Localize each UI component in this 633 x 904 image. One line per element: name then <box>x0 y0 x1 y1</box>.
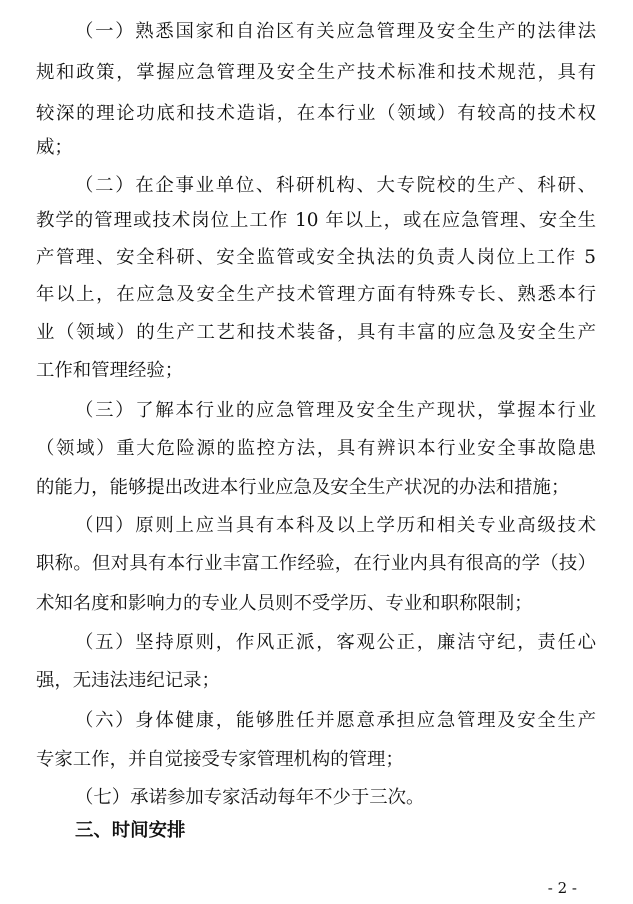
paragraph-3-line-1: （三）了解本行业的应急管理及安全生产现状，掌握本行业 <box>75 400 596 421</box>
paragraph-5-line-2: 强，无违法违纪记录； <box>36 670 220 691</box>
section-heading: 三、时间安排 <box>75 820 186 841</box>
paragraph-3-line-3: 的能力，能够提出改进本行业应急及安全生产状况的办法和措施； <box>36 477 570 498</box>
paragraph-1-line-2: 规和政策，掌握应急管理及安全生产技术标准和技术规范，具有 <box>36 62 596 83</box>
paragraph-1-line-4: 威； <box>36 137 73 158</box>
paragraph-2-line-2: 教学的管理或技术岗位上工作 10 年以上，或在应急管理、安全生 <box>36 210 596 231</box>
paragraph-5-line-1: （五）坚持原则，作风正派，客观公正，廉洁守纪，责任心 <box>75 632 596 653</box>
paragraph-4-line-3: 术知名度和影响力的专业人员则不受学历、专业和职称限制； <box>36 593 533 614</box>
paragraph-2-line-5: 业（领域）的生产工艺和技术装备，具有丰富的应急及安全生产 <box>36 322 596 343</box>
paragraph-6-line-1: （六）身体健康，能够胜任并愿意承担应急管理及安全生产 <box>75 710 596 731</box>
paragraph-2-line-6: 工作和管理经验； <box>36 360 184 381</box>
paragraph-7-line-1: （七）承诺参加专家活动每年不少于三次。 <box>75 787 425 808</box>
paragraph-2-line-3: 产管理、安全科研、安全监管或安全执法的负责人岗位上工作 5 <box>36 247 596 268</box>
paragraph-1-line-1: （一）熟悉国家和自治区有关应急管理及安全生产的法律法 <box>75 21 596 42</box>
page-number: - 2 - <box>547 879 577 897</box>
paragraph-4-line-1: （四）原则上应当具有本科及以上学历和相关专业高级技术 <box>75 515 596 536</box>
paragraph-6-line-2: 专家工作，并自觉接受专家管理机构的管理； <box>36 749 404 770</box>
paragraph-4-line-2: 职称。但对具有本行业丰富工作经验，在行业内具有很高的学（技） <box>36 553 596 574</box>
paragraph-3-line-2: （领域）重大危险源的监控方法，具有辨识本行业安全事故隐患 <box>36 438 596 459</box>
paragraph-1-line-3: 较深的理论功底和技术造诣，在本行业（领域）有较高的技术权 <box>36 103 596 124</box>
paragraph-2-line-1: （二）在企事业单位、科研机构、大专院校的生产、科研、 <box>75 175 596 196</box>
paragraph-2-line-4: 年以上，在应急及安全生产技术管理方面有特殊专长、熟悉本行 <box>36 284 596 305</box>
